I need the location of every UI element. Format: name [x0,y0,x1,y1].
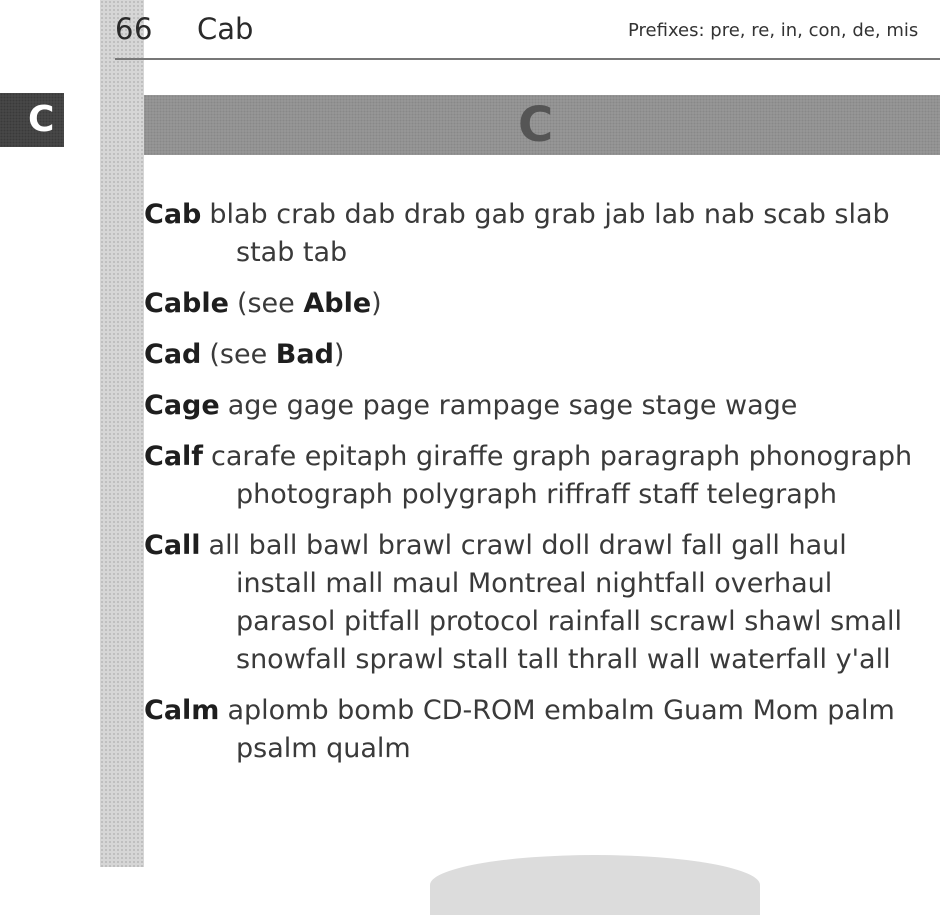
rhyme-entries [144,196,934,781]
entry-cab [144,196,934,272]
page-number: 66 [115,12,153,46]
running-head: Cab [197,12,254,46]
entry-call [144,527,934,679]
headword: Calm [144,695,220,726]
see-prefix: (see [236,288,304,319]
see-suffix: ) [371,288,382,319]
page-gutter-shading [100,0,144,867]
rhyme-words: carafe epitaph giraffe graph paragraph phonograph photograph polygraph riffraff staff telegraph [211,441,913,510]
headword: Cab [144,199,202,230]
section-letter: C [518,97,554,153]
see-reference: Bad [275,339,334,370]
prefixes-note: Prefixes: pre, re, in, con, de, mis [628,20,919,41]
headword: Cable [144,288,229,319]
entry-cage [144,387,934,425]
see-suffix: ) [333,339,345,370]
page-curl-shadow [430,855,760,915]
see-prefix: (see [209,339,276,370]
rhyme-words: blab crab dab drab gab grab jab lab nab scab slab stab tab [209,199,890,268]
rhyme-words: all ball bawl brawl crawl doll drawl fall gall haul install mall maul Montreal nightfall overhaul parasol pitfall protocol rainfall scrawl shawl small snowfall sprawl stall tall thrall wall waterfall y'all [208,530,903,675]
section-band [144,95,940,155]
entry-calf [144,438,934,514]
entry-calm [144,692,934,768]
see-reference: Able [303,288,372,319]
entry-cad [144,336,934,374]
headword: Calf [144,441,204,472]
thumb-index-tab [0,93,64,147]
thumb-index-letter: C [28,99,55,140]
headword: Cage [144,390,220,421]
rhyme-words: age gage page rampage sage stage wage [227,390,798,421]
header-rule [115,58,940,60]
headword: Call [144,530,201,561]
rhyme-words: aplomb bomb CD-ROM embalm Guam Mom palm psalm qualm [227,695,895,764]
headword: Cad [144,339,202,370]
entry-cable [144,285,934,323]
